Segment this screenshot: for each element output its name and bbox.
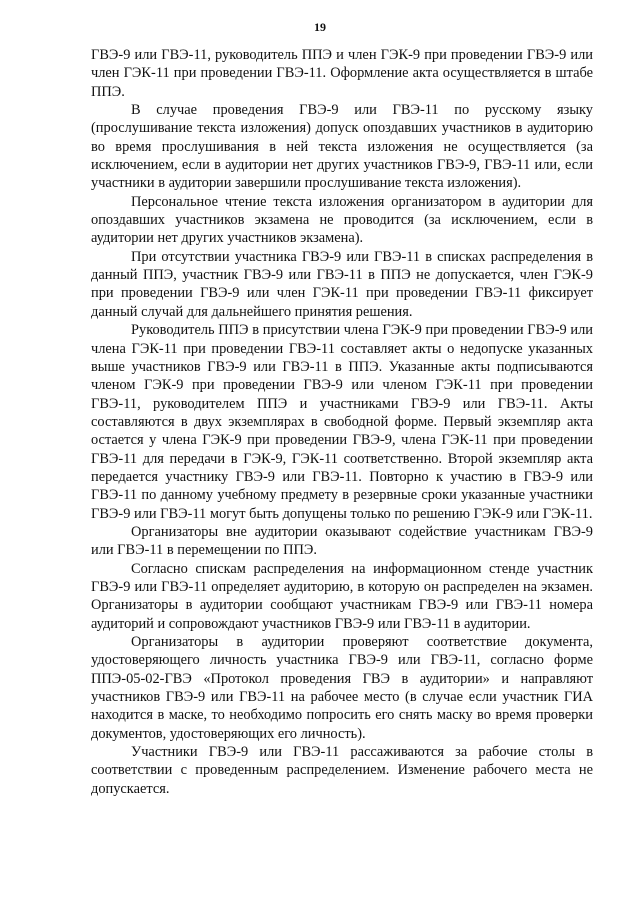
paragraph-seating: Участники ГВЭ-9 или ГВЭ-11 рассаживаются за рабочие столы в соответствии с проведенным распределением. Изменение рабочего места не допускается. [91,744,593,797]
paragraph-act-registration-continued: ГВЭ-9 или ГВЭ-11, руководитель ППЭ и член ГЭК-9 при проведении ГВЭ-9 или член ГЭК-11 при проведении ГВЭ-11. Оформление акта осуществляется в штабе ППЭ. [91,47,593,100]
page-number: 19 [314,20,326,34]
paragraph-distribution-lists: Согласно спискам распределения на информационном стенде участник ГВЭ-9 или ГВЭ-11 определяет аудиторию, в которую он распределен на экзамен. Организаторы в аудитории сообщают участникам ГВЭ-9 или ГВЭ-11 номера аудиторий и сопровождают участников ГВЭ-9 или ГВЭ-11 в аудитории. [91,560,593,632]
document-body [91,46,593,798]
paragraph-outside-organizers: Организаторы вне аудитории оказывают содействие участникам ГВЭ-9 или ГВЭ-11 в перемещении по ППЭ. [91,523,593,559]
paragraph-russian-listening-admission: В случае проведения ГВЭ-9 или ГВЭ-11 по русскому языку (прослушивание текста изложения) допуск опоздавших участников в аудиторию во время прослушивания в ней текста изложения не осуществляется (за исключением, если в аудитории нет других участников ГВЭ-9, ГВЭ-11 или, если участники в аудитории завершили прослушивание текста изложения). [91,102,593,192]
paragraph-personal-reading: Персональное чтение текста изложения организатором в аудитории для опоздавших участников экзамена не проводится (за исключением, если в аудитории нет других участников экзамена). [91,193,593,247]
paragraph-non-admission-acts: Руководитель ППЭ в присутствии члена ГЭК-9 при проведении ГВЭ-9 или члена ГЭК-11 при проведении ГВЭ-11 составляет акты о недопуске указанных выше участников ГВЭ-9 или ГВЭ-11 в ППЭ. Указанные акты подписываются членом ГЭК-9 при проведении ГВЭ-9 или членом ГЭК-11 при проведении ГВЭ-11, руководителем ППЭ и участниками ГВЭ-9 или ГВЭ-11. Акты составляются в двух экземплярах в свободной форме. Первый экземпляр акта остается у члена ГЭК-9 при проведении ГВЭ-9, члена ГЭК-11 при проведении ГВЭ-11 для передачи в ГЭК-9, ГЭК-11 соответственно. Второй экземпляр акта передается участнику ГВЭ-9 или ГВЭ-11. Повторно к участию в ГВЭ-9 или ГВЭ-11 по данному учебному предмету в резервные сроки указанные участники ГВЭ-9 или ГВЭ-11 могут быть допущены только по решению ГЭК-9 или ГЭК-11. [91,322,593,522]
paragraph-document-verification: Организаторы в аудитории проверяют соответствие документа, удостоверяющего личность участника ГВЭ-9 или ГВЭ-11, согласно форме ППЭ-05-02-ГВЭ «Протокол проведения ГВЭ в аудитории» и направляют участников ГВЭ-9 или ГВЭ-11 на рабочее место (в случае если участник ГИА находится в маске, то необходимо попросить его снять маску во время проверки документов, удостоверяющих его личность). [91,634,593,742]
paragraph-absent-from-lists: При отсутствии участника ГВЭ-9 или ГВЭ-11 в списках распределения в данный ППЭ, участник ГВЭ-9 или ГВЭ-11 в ППЭ не допускается, член ГЭК-9 при проведении ГВЭ-9 или член ГЭК-11 при проведении ГВЭ-11 фиксирует данный случай для дальнейшего принятия решения. [91,248,593,320]
